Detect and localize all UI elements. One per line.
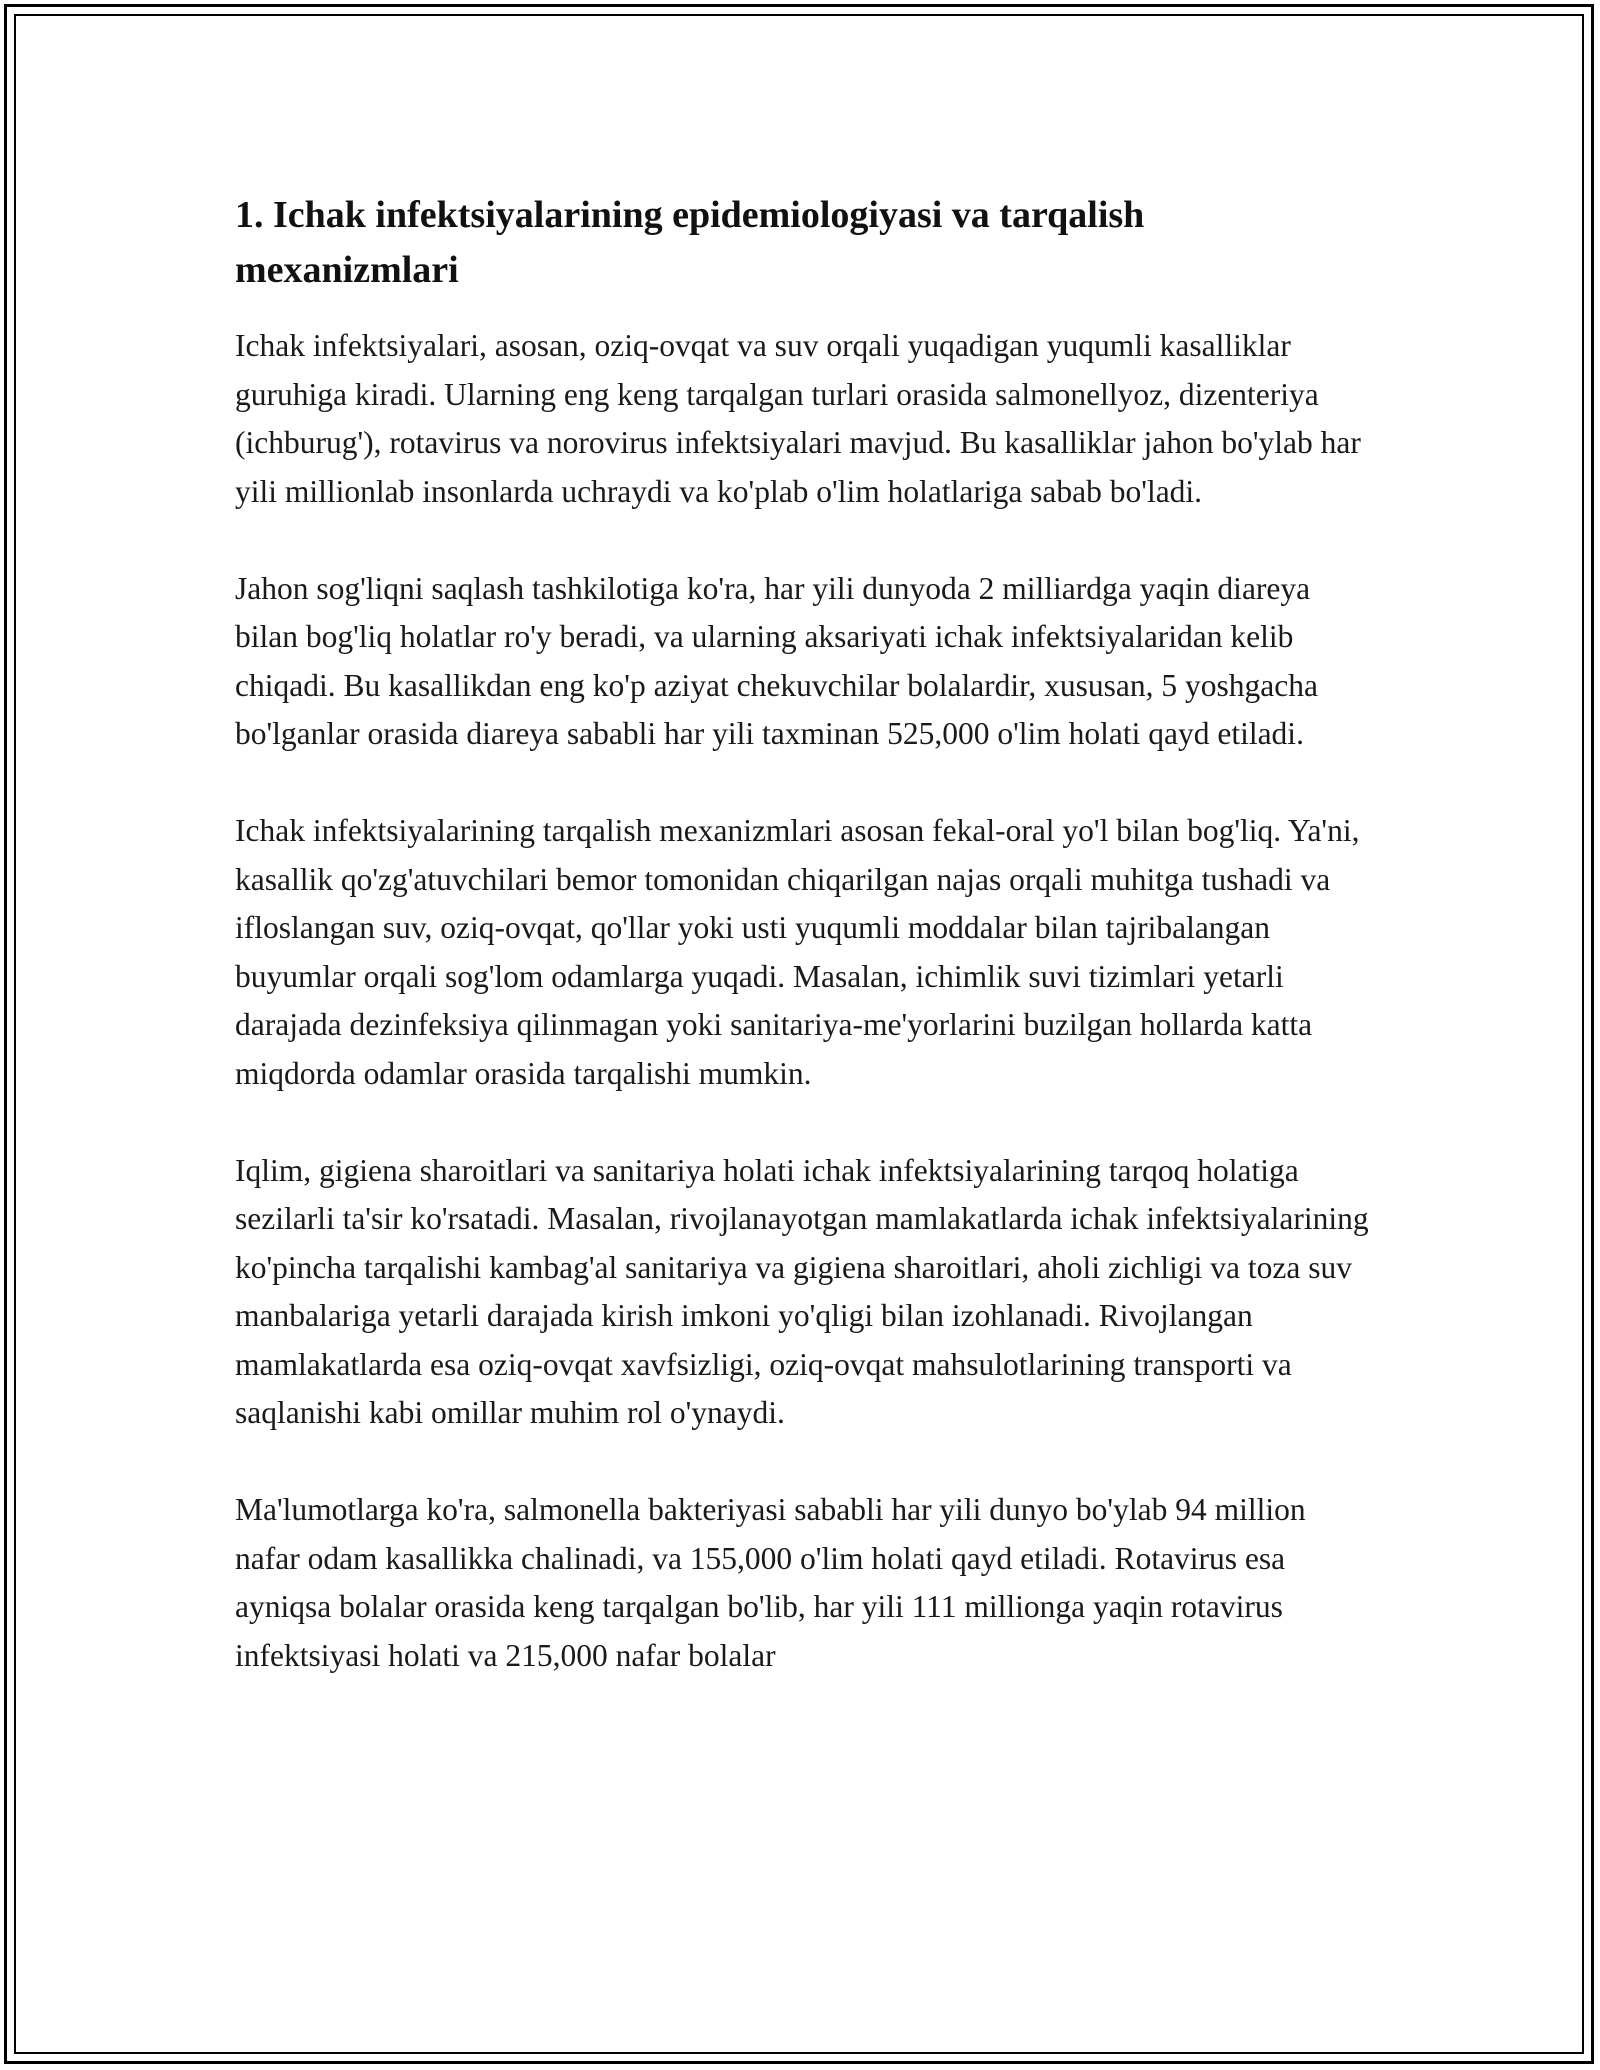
- paragraph-4: Iqlim, gigiena sharoitlari va sanitariya holati ichak infektsiyalarining tarqoq holatiga sezilarli ta'sir ko'rsatadi. Masalan, rivojlanayotgan mamlakatlarda ichak infektsiyalarining ko'pincha tarqalishi kambag'al sanitariya va gigiena sharoitlari, aholi zichligi va toza suv manbalariga yetarli darajada kirish imkoni yo'qligi bilan izohlanadi. Rivojlangan mamlakatlarda esa oziq-ovqat xavfsizligi, oziq-ovqat mahsulotlarining transporti va saqlanishi kabi omillar muhim rol o'ynaydi.: [235, 1152, 1369, 1430]
- paragraph-1: Ichak infektsiyalari, asosan, oziq-ovqat va suv orqali yuqadigan yuqumli kasalliklar guruhiga kiradi. Ularning eng keng tarqalgan turlari orasida salmonellyoz, dizenteriya (ichburug'), rotavirus va norovirus infektsiyalari mavjud. Bu kasalliklar jahon bo'ylab har yili millionlab insonlarda uchraydi va ko'plab o'lim holatlariga sabab bo'ladi.: [235, 328, 1361, 509]
- paragraph-5: Ma'lumotlarga ko'ra, salmonella bakteriyasi sababli har yili dunyo bo'ylab 94 million nafar odam kasallikka chalinadi, va 155,000 o'lim holati qayd etiladi. Rotavirus esa ayniqsa bolalar orasida keng tarqalgan bo'lib, har yili 111 millionga yaqin rotavirus infektsiyasi holati va 215,000 nafar bolalar: [235, 1492, 1306, 1673]
- paragraph-2: Jahon sog'liqni saqlash tashkilotiga ko'ra, har yili dunyoda 2 milliardga yaqin diareya bilan bog'liq holatlar ro'y beradi, va ularning aksariyati ichak infektsiyalaridan kelib chiqadi. Bu kasallikdan eng ko'p aziyat chekuvchilar bolalardir, xususan, 5 yoshgacha bo'lganlar orasida diareya sababli har yili taxminan 525,000 o'lim holati qayd etiladi.: [235, 570, 1318, 751]
- section-heading: 1. Ichak infektsiyalarining epidemiologiyasi va tarqalish mexanizmlari: [235, 194, 1145, 291]
- document-body: [235, 188, 1370, 1729]
- paragraph-3: Ichak infektsiyalarining tarqalish mexanizmlari asosan fekal-oral yo'l bilan bog'liq. Ya'ni, kasallik qo'zg'atuvchilari bemor tomonidan chiqarilgan najas orqali muhitga tushadi va ifloslangan suv, oziq-ovqat, qo'llar yoki usti yuqumli moddalar bilan tajribalangan buyumlar orqali sog'lom odamlarga yuqadi. Masalan, ichimlik suvi tizimlari yetarli darajada dezinfeksiya qilinmagan yoki sanitariya-me'yorlarini buzilgan hollarda katta miqdorda odamlar orasida tarqalishi mumkin.: [235, 813, 1360, 1091]
